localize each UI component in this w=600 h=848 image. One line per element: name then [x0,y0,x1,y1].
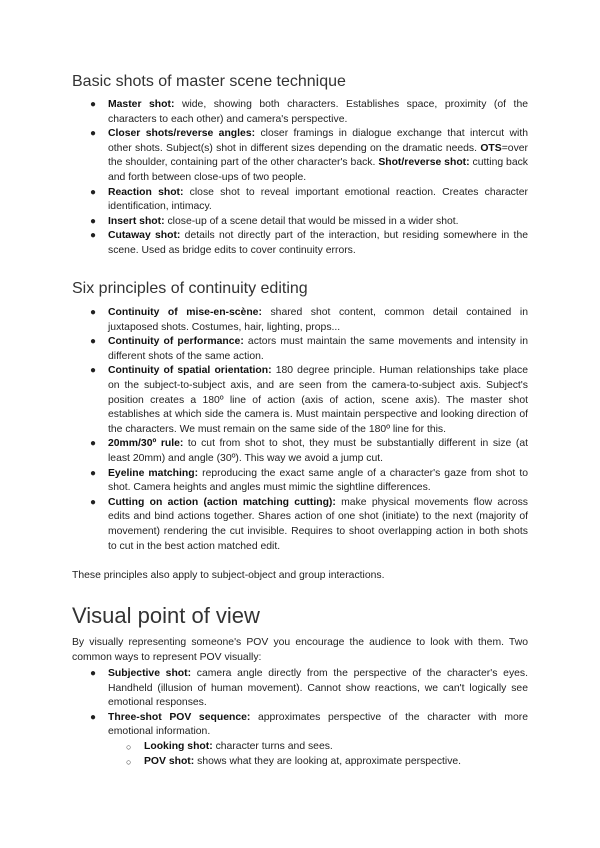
term: Continuity of mise-en-scène: [108,307,262,318]
list-item [72,127,528,185]
definition: wide, showing both characters. Establishes space, proximity (of the characters to each other) and camera's perspective. [108,99,528,125]
bullet-icon: ● [90,99,97,110]
bullet-icon: ● [90,307,97,318]
term: Master shot: [108,99,175,110]
bullet-icon: ● [90,336,97,348]
definition: close-up of a scene detail that would be missed in a wider shot. [164,215,459,227]
bullet-icon: ● [90,215,97,227]
circle-bullet-icon: ○ [126,741,132,752]
term: Cutting on action (action matching cutting): [108,496,336,508]
bullet-icon: ● [90,230,97,242]
definition: to cut from shot to shot, they must be substantially different in size (at least 20mm) and angle (30º). This way we avoid a jump cut. [108,438,528,464]
list-item [108,755,528,770]
section-heading-continuity: Six principles of continuity editing [72,280,308,297]
term: Continuity of spatial orientation: [108,365,272,377]
term: OTS [480,142,502,154]
term: Eyeline matching: [108,467,199,479]
term: POV shot: [144,755,195,767]
bullet-icon: ● [90,496,97,508]
bullet-icon: ● [90,365,97,377]
definition: character turns and sees. [212,740,333,752]
list-item [72,186,528,215]
definition: =over the shoulder, containing part of the other character's back. [108,142,528,169]
bullet-icon: ● [90,711,97,723]
definition: approximates perspective of the character with more emotional information. [108,711,528,738]
term: 20mm/30º rule: [108,438,184,450]
circle-bullet-icon: ○ [126,756,132,767]
section-heading-basic-shots: Basic shots of master scene technique [72,73,346,90]
continuity-note: These principles also apply to subject-object and group interactions. [72,570,385,581]
definition: closer framings in dialogue exchange that intercut with other shots. Subject(s) shot in different sizes depending on the dramatic needs. [108,128,528,154]
list-item [72,335,528,364]
definition: make physical movements flow across edits and bind actions together. Shares action of one shot (initiate) to the next (majority of movement) rendering the cut invisible. Requires to shoot overlapping action in both shots to cut in the best action matched edit. [108,496,529,552]
list-item [108,740,528,755]
bullet-icon: ● [90,438,97,450]
pov-list [72,667,528,769]
list-item [72,711,528,769]
definition: 180 degree principle. Human relationships take place on the subject-to-subject axis, and are seen from the camera-to-subject axis. Subject's position creates a 180º line of action (axis of action, scene axis). The master shot establishes at which side the camera is. Must maintain perspective and looking direction of the characters. We must remain on the same side of the 180º line for this. [108,365,528,435]
definition: close shot to reveal important emotional reaction. Creates character identification, intimacy. [108,186,528,213]
three-shot-sublist [108,740,528,769]
bullet-icon: ● [90,186,97,198]
list-item [72,364,528,437]
bullet-icon: ● [90,128,97,140]
basic-shots-list [72,98,528,259]
list-item [72,667,528,711]
term: Closer shots/reverse angles: [108,128,256,140]
term: Subjective shot: [108,668,192,679]
definition: shows what they are looking at, approximate perspective. [194,755,462,767]
definition: reproducing the exact same angle of a character's gaze from shot to shot. Camera heights and angles must mimic the sightline differences. [108,467,529,494]
list-item [72,496,528,554]
list-item [72,215,528,230]
term: Reaction shot: [108,186,184,198]
definition: camera angle directly from the perspective of the character's eyes. Handheld (illusion of human movement). Cannot show reactions, we can't logically see emotional responses. [108,668,528,709]
list-item [72,98,528,127]
term: Looking shot: [144,740,213,752]
list-item [72,467,528,496]
definition: cutting back and forth between close-ups of two people. [108,157,528,183]
bullet-icon: ● [90,668,97,679]
term: Shot/reverse shot: [378,157,470,169]
term: Cutaway shot: [108,230,181,242]
list-item [72,437,528,466]
term: Three-shot POV sequence: [108,711,251,723]
definition: shared shot content, common detail contained in juxtaposed shots. Costumes, hair, lighting, props... [108,307,528,333]
definition: details not directly part of the interaction, but residing somewhere in the scene. Used as bridge edits to cover continuity errors. [108,230,528,256]
pov-intro: By visually representing someone's POV you encourage the audience to look with them. Two common ways to represent POV visually: [72,637,528,663]
list-item [72,306,528,335]
term: Continuity of performance: [108,336,244,348]
continuity-principles-list [72,306,528,554]
section-heading-pov: Visual point of view [72,603,260,628]
definition: actors must maintain the same movements and intensity in different shots of the same action. [108,336,528,362]
bullet-icon: ● [90,467,97,479]
list-item [72,229,528,258]
term: Insert shot: [108,215,165,227]
